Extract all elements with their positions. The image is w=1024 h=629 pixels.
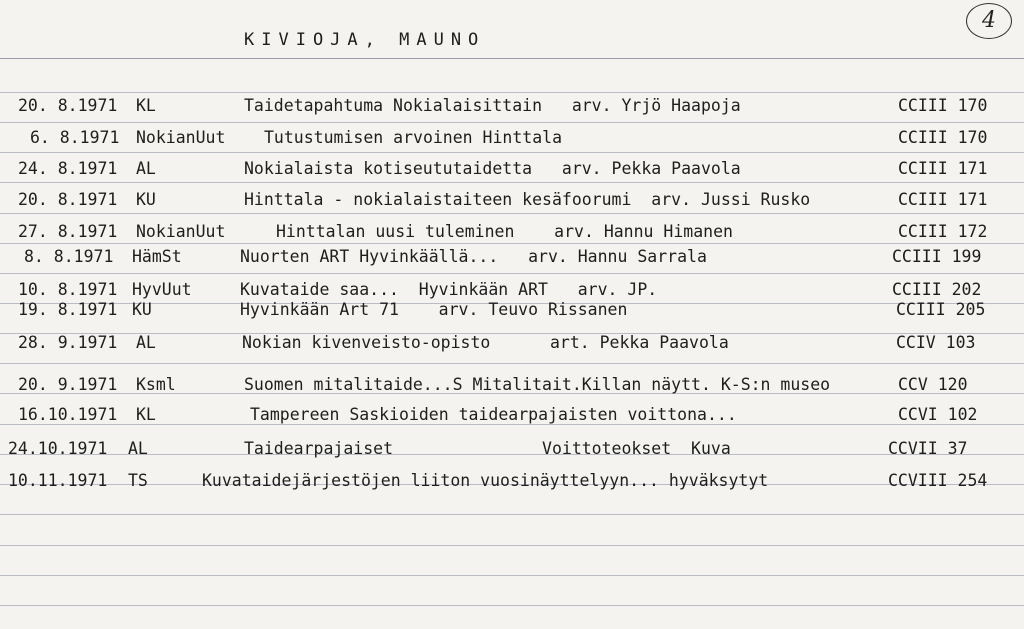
entry-date: 10. 8.1971 (18, 280, 118, 299)
entry-text: Hinttalan uusi tuleminen arv. Hannu Himanen (276, 222, 733, 241)
entry-date: 16.10.1971 (18, 405, 118, 424)
entry-text: Tampereen Saskioiden taidearpajaisten voittona... (250, 405, 737, 424)
entry-row (0, 438, 1024, 460)
entry-source: HyvUut (132, 280, 192, 299)
entry-source: TS (128, 471, 148, 490)
ruled-line (0, 545, 1024, 546)
ruled-line (0, 58, 1024, 59)
entry-ref: CCIII 199 (892, 247, 982, 266)
entry-ref: CCIII 172 (898, 222, 988, 241)
entry-row (0, 299, 1024, 321)
entry-text: Hyvinkään Art 71 arv. Teuvo Rissanen (240, 300, 628, 319)
entry-source: Ksml (136, 375, 176, 394)
entry-row (0, 470, 1024, 492)
entry-row (0, 374, 1024, 396)
entry-text: Nokialaista kotiseututaidetta arv. Pekka Paavola (244, 159, 741, 178)
entry-row (0, 279, 1024, 301)
entry-date: 27. 8.1971 (18, 222, 118, 241)
entry-date: 20. 8.1971 (18, 96, 118, 115)
ruled-line (0, 182, 1024, 183)
entry-row (0, 158, 1024, 180)
ruled-line (0, 363, 1024, 364)
entry-ref: CCIII 202 (892, 280, 982, 299)
entry-text: Tutustumisen arvoinen Hinttala (264, 128, 563, 147)
entry-row (0, 95, 1024, 117)
entry-text: Taidetapahtuma Nokialaisittain arv. Yrjö Haapoja (244, 96, 741, 115)
entry-row (0, 127, 1024, 149)
entry-row (0, 189, 1024, 211)
entry-source: KU (136, 190, 156, 209)
ruled-line (0, 273, 1024, 274)
entry-date: 20. 9.1971 (18, 375, 118, 394)
entry-ref: CCIII 171 (898, 159, 988, 178)
entry-source: KU (132, 300, 152, 319)
page-number-circle: 4 (966, 3, 1012, 39)
entry-text: Kuvataidejärjestöjen liiton vuosinäyttelyyn... hyväksytyt (202, 471, 769, 490)
entry-text: Nuorten ART Hyvinkäällä... arv. Hannu Sarrala (240, 247, 707, 266)
ruled-line (0, 152, 1024, 153)
card-title: KIVIOJA, MAUNO (244, 30, 486, 50)
entry-row (0, 221, 1024, 243)
entry-date: 19. 8.1971 (18, 300, 118, 319)
entry-date: 6. 8.1971 (30, 128, 120, 147)
entry-ref: CCIII 171 (898, 190, 988, 209)
entry-source: AL (136, 333, 156, 352)
entry-source: KL (136, 96, 156, 115)
entry-source: NokianUut (136, 222, 226, 241)
entry-ref: CCVIII 254 (888, 471, 988, 490)
entry-text: Hinttala - nokialaistaiteen kesäfoorumi arv. Jussi Rusko (244, 190, 811, 209)
entry-source: KL (136, 405, 156, 424)
ruled-line (0, 122, 1024, 123)
ruled-line (0, 514, 1024, 515)
entry-ref: CCVII 37 (888, 439, 968, 458)
entry-text: Nokian kivenveisto-opisto art. Pekka Paavola (242, 333, 729, 352)
ruled-line (0, 92, 1024, 93)
entry-ref: CCIV 103 (896, 333, 976, 352)
entry-date: 8. 8.1971 (24, 247, 114, 266)
entry-source: AL (128, 439, 148, 458)
entry-row (0, 404, 1024, 426)
ruled-line (0, 243, 1024, 244)
ruled-line (0, 605, 1024, 606)
entry-row (0, 332, 1024, 354)
entry-text: Suomen mitalitaide...S Mitalitait.Killan näytt. K-S:n museo (244, 375, 831, 394)
entry-row (0, 246, 1024, 268)
entry-text: Taidearpajaiset Voittoteokset Kuva (244, 439, 731, 458)
entry-ref: CCIII 205 (896, 300, 986, 319)
entry-date: 24.10.1971 (8, 439, 108, 458)
entry-source: NokianUut (136, 128, 226, 147)
entry-ref: CCIII 170 (898, 128, 988, 147)
entry-date: 20. 8.1971 (18, 190, 118, 209)
entry-date: 10.11.1971 (8, 471, 108, 490)
entry-date: 28. 9.1971 (18, 333, 118, 352)
entry-ref: CCV 120 (898, 375, 968, 394)
entry-ref: CCVI 102 (898, 405, 978, 424)
entry-source: HämSt (132, 247, 182, 266)
ruled-line (0, 575, 1024, 576)
entry-text: Kuvataide saa... Hyvinkään ART arv. JP. (240, 280, 658, 299)
entry-ref: CCIII 170 (898, 96, 988, 115)
entry-date: 24. 8.1971 (18, 159, 118, 178)
entry-source: AL (136, 159, 156, 178)
ruled-line (0, 213, 1024, 214)
